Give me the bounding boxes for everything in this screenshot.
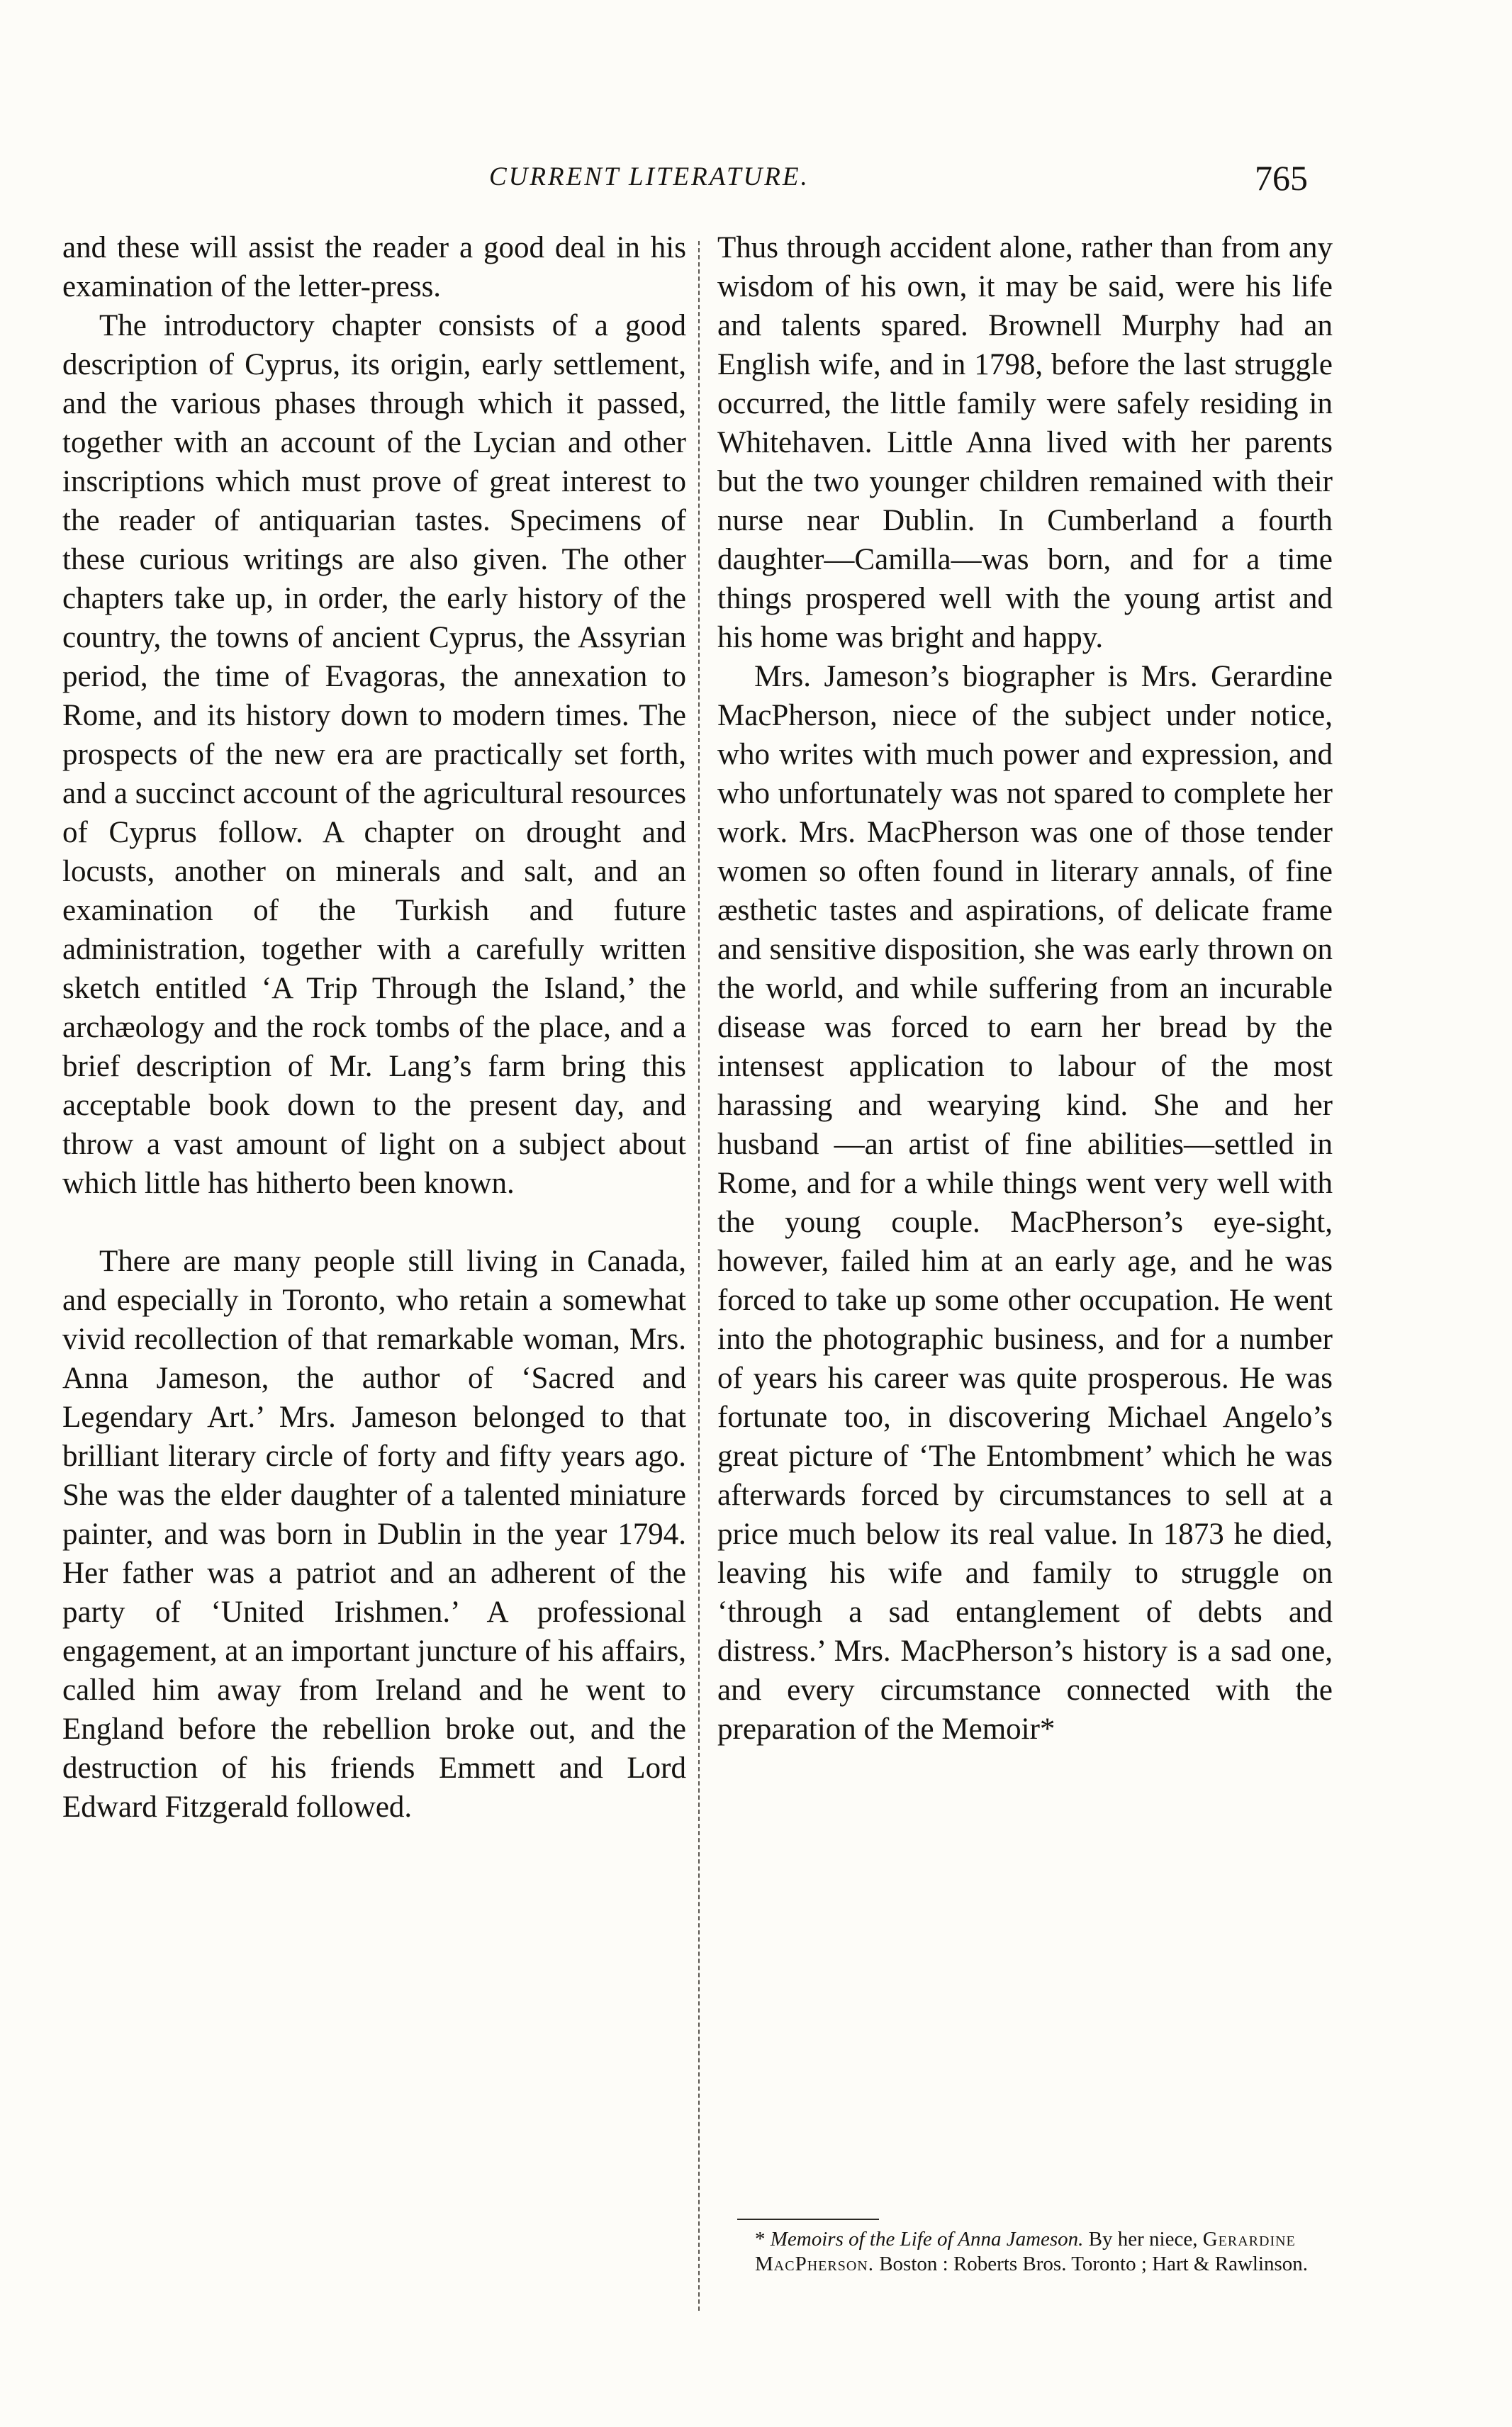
running-title: CURRENT LITERATURE. [489, 162, 810, 191]
left-paragraph-3: There are many people still living in Canada, and especially in Toronto, who retain a somewhat vivid recollection of that remarkable woman, Mrs. Anna Jameson, the author of ‘Sacred and Legendary Art.’ Mrs. Jameson belonged to that brilliant literary circle of forty and fifty years ago. She was the elder daughter of a talented miniature painter, and was born in Dublin in the year 1794. Her father was a patriot and an adherent of the party of ‘United Irishmen.’ A professional engagement, at an important juncture of his affairs, called him away from Ireland and he went to England before the rebellion broke out, and the destruction of his friends Emmett and Lord Edward Fitzgerald followed. [62, 1245, 686, 1824]
page-number: 765 [1255, 158, 1308, 198]
column-divider [698, 241, 700, 2311]
right-paragraph-2: Mrs. Jameson’s biographer is Mrs. Gerardine MacPherson, niece of the subject under notice, who writes with much power and expression, and who unfortunately was not spared to complete her work. Mrs. MacPherson was one of those tender women so often found in literary annals, of fine æsthetic tastes and aspirations, of delicate frame and sensitive disposition, she was early thrown on the world, and while suffering from an incurable disease was forced to earn her bread by the intensest application to labour of the most harassing and wearying kind. She and her husband —an artist of fine abilities—settled in Rome, and for a while things went very well with the young couple. MacPherson’s eye-sight, however, failed him at an early age, and he was forced to take up some other occupation. He went into the photographic business, and for a number of years his career was quite prosperous. He was fortunate too, in discovering Michael Angelo’s great picture of ‘The Entombment’ which he was afterwards forced by circumstances to sell at a price much below its real value. In 1873 he died, leaving his wife and family to struggle on ‘through a sad entanglement of debts and distress.’ Mrs. MacPherson’s history is a sad one, and every circumstance connected with the preparation of the Memoir* [717, 660, 1333, 1746]
left-paragraph-2: The introductory chapter consists of a good description of Cyprus, its origin, early settlement, and the various phases through which it passed, together with an account of the Lycian and other inscriptions which must prove of great interest to the reader of antiquarian tastes. Specimens of these curious writings are also given. The other chapters take up, in order, the early history of the country, the towns of ancient Cyprus, the Assyrian period, the time of Evagoras, the annexation to Rome, and its history down to modern times. The prospects of the new era are practically set forth, and a succinct account of the agricultural resources of Cyprus follow. A chapter on drought and locusts, another on minerals and salt, and an examination of the Turkish and future administration, together with a carefully written sketch entitled ‘A Trip Through the Island,’ the archæology and the rock tombs of the place, and a brief description of Mr. Lang’s farm bring this acceptable book down to the present day, and throw a vast amount of light on a subject about which little has hitherto been known. [62, 309, 686, 1200]
footnote-by: By her niece, [1088, 2228, 1198, 2251]
right-column [717, 228, 1333, 1749]
footnote-imprint: Boston : Roberts Bros. Toronto ; Hart & Rawlinson. [879, 2253, 1309, 2275]
footnote [755, 2227, 1365, 2277]
footnote-rule [737, 2219, 879, 2220]
footnote-marker: * [755, 2228, 766, 2251]
footnote-author: Gerardine MacPherson. [755, 2228, 1296, 2275]
left-column [62, 228, 686, 1827]
footnote-title: Memoirs of the Life of Anna Jameson. [770, 2228, 1084, 2251]
left-paragraph-1: and these will assist the reader a good deal in his examination of the letter-press. [62, 231, 686, 303]
right-paragraph-1: Thus through accident alone, rather than from any wisdom of his own, it may be said, were his life and talents spared. Brownell Murphy had an English wife, and in 1798, before the last struggle occurred, the little family were safely residing in Whitehaven. Little Anna lived with her parents but the two younger children remained with their nurse near Dublin. In Cumberland a fourth daughter—Camilla—was born, and for a time things prospered well with the young artist and his home was bright and happy. [717, 231, 1333, 654]
